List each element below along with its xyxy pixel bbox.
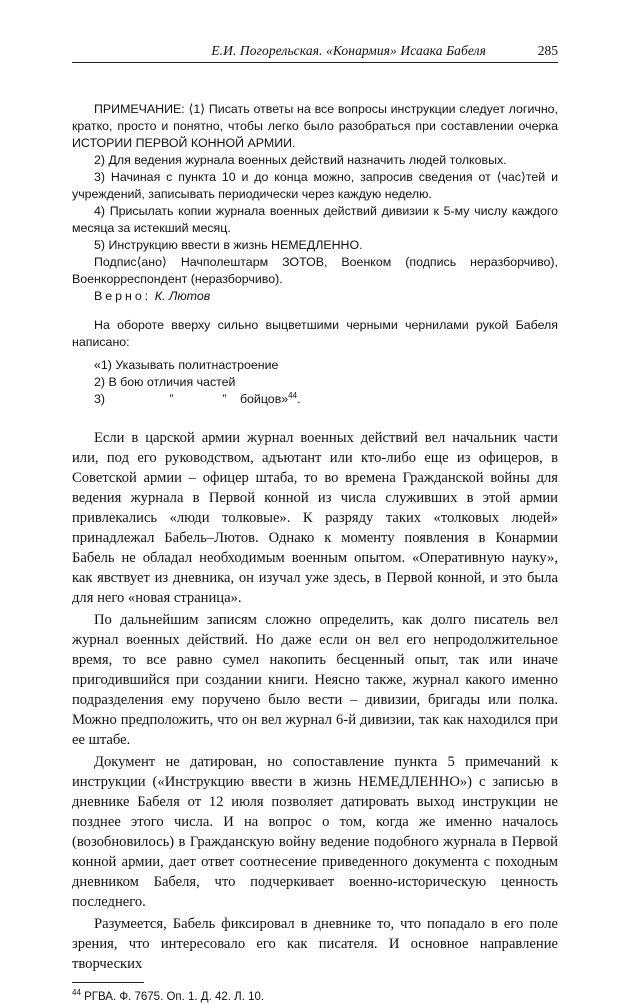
body-paragraph: Если в царской армии журнал военных действий вел начальник части или, под его руководством, адъютант или кто-либо еще из офицеров, в Советской армии – офицер штаба, то во времена Гражданской войны для ведения журнала в Первой конной из числа служивших в этой армии привлекались «люди толковые». К разряду таких «толковых людей» принадлежал Бабель–Лютов. Однако к моменту появления в Конармии Бабель не обладал необходимым военным опытом. «Оперативную науку», как явствует из дневника, он изучал уже здесь, в Первой конной, и это была для него «новая страница». (72, 430, 558, 606)
body-paragraph: Разумеется, Бабель фиксировал в дневнике то, что попадало в его поле зрения, что интересовало его как писателя. И основное направление творческих (72, 916, 558, 972)
running-title: Е.И. Погорельская. «Конармия» Исаака Бабеля (211, 43, 486, 58)
document-page (72, 40, 558, 1005)
footnote-number: 44 (72, 988, 81, 998)
note-paragraph: ПРИМЕЧАНИЕ: ⟨1⟩ Писать ответы на все вопросы инструкции следует логично, кратко, просто и понятно, чтобы легко было разобраться при составлении очерка ИСТОРИИ ПЕРВОЙ КОННОЙ АРМИИ. (72, 102, 558, 150)
footnote-ref[interactable]: 44 (288, 390, 298, 400)
note-paragraph: 4) Присылать копии журнала военных действий дивизии к 5-му числу каждого месяца за истекший месяц. (72, 204, 558, 235)
main-text (72, 428, 558, 974)
verno-line (72, 288, 558, 305)
footnote-divider (72, 982, 144, 983)
list-item-number: 3) (94, 392, 106, 406)
note-paragraph: 3) Начиная с пункта 10 и до конца можно, запросив сведения от ⟨час⟩тей и учреждений, записывать периодически через каждую неделю. (72, 170, 558, 201)
list-item: «1) Указывать политнастроение (94, 358, 279, 372)
page-number: 285 (537, 43, 558, 58)
note-paragraph: 5) Инструкцию ввести в жизнь НЕМЕДЛЕННО. (94, 238, 363, 252)
reverse-side-note: На обороте вверху сильно выцветшими черными чернилами рукой Бабеля написано: (72, 318, 558, 349)
footnote (72, 989, 558, 1005)
list-item-end: . (297, 392, 301, 406)
verno-label: Верно: (94, 289, 152, 303)
body-paragraph: Документ не датирован, но сопоставление пункта 5 примечаний к инструкции («Инструкцию ввести в жизнь НЕМЕДЛЕННО») с записью в дневнике Бабеля от 12 июля позволяет датировать выход инструкции не позднее этого числа. И на вопрос о том, когда же именно началось (возобновилось) в Гражданскую войну ведение подобного журнала в Первой конной армии, дает ответ соотнесение приведенного документа с походным дневником Бабеля, что подчеркивает военно-историческую ценность последнего. (72, 754, 558, 910)
reverse-list (72, 357, 558, 408)
ditto-marks (108, 391, 236, 408)
list-item (72, 391, 558, 408)
quoted-instruction (72, 101, 558, 408)
list-item-text: бойцов» (239, 392, 289, 406)
running-header (72, 40, 558, 63)
ditto-mark: ” (169, 392, 174, 406)
note-paragraph: Подпис⟨ано⟩ Начполештарм ЗОТОВ, Военком (подпись неразборчиво), Военкорреспондент (неразборчиво). (72, 255, 558, 286)
verno-name: К. Лютов (154, 289, 211, 303)
ditto-mark: ” (222, 392, 227, 406)
body-paragraph: По дальнейшим записям сложно определить, как долго писатель вел журнал военных действий. Но даже если он вел его непродолжительное время, то все равно сумел накопить бесценный опыт, так или иначе пригодившийся при создании книги. Неясно также, журнал какого именно подразделения ему поручено было вести – дивизии, бригады или полка. Можно предположить, что он вел журнал 6-й дивизии, так как находился при ее штабе. (72, 612, 558, 748)
footnote-text: РГВА. Ф. 7675. Оп. 1. Д. 42. Л. 10. (84, 991, 265, 1003)
note-paragraph: 2) Для ведения журнала военных действий назначить людей толковых. (94, 153, 507, 167)
list-item: 2) В бою отличия частей (94, 375, 236, 389)
